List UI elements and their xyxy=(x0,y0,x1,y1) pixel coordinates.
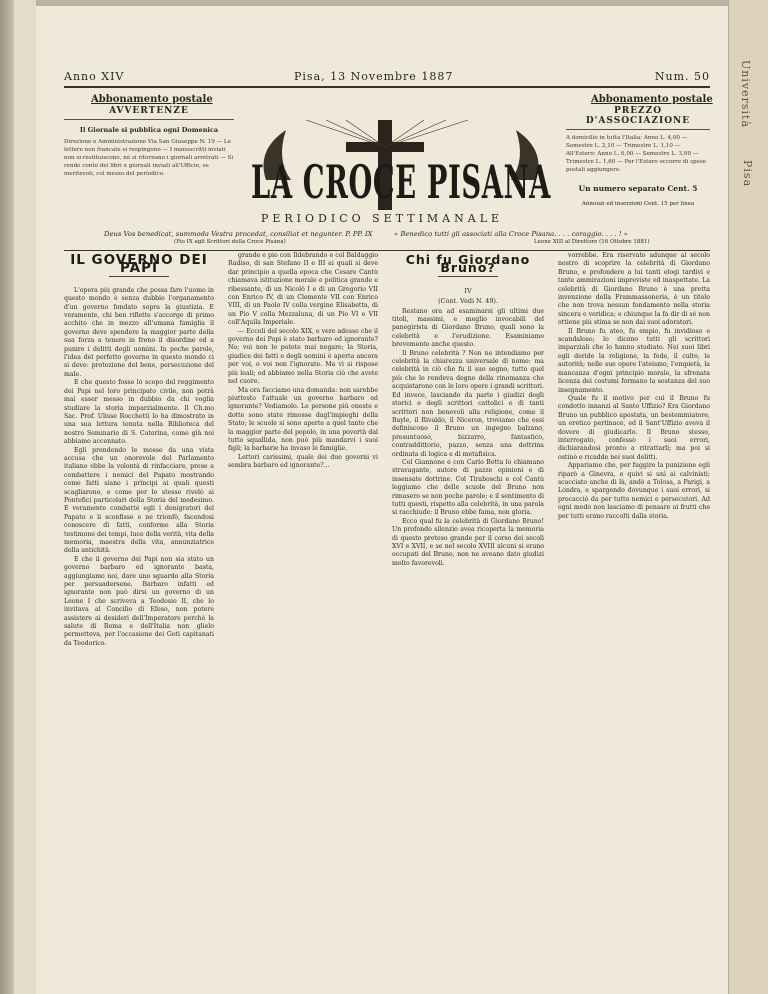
issue-date: Pisa, 13 Novembre 1887 xyxy=(294,70,454,83)
avvertenze-lead: Il Giornale si pubblica ogni Domenica xyxy=(79,126,219,134)
article-paragraph: grande e pio con Ildebrando e col Baldaggio Radiso, di san Stefano II e III ai quali si deve dar principio a quella epoca che Cesare Cantù chiamava istituzione morale e politica grande e ribessante, di un Nicolò I e di un Gregorio VII con Enrico IV, di un Clemente VII con Enrico VIII, di un Paolo IV colla vergine Elisabetta, di un Pio V colla Mezzaluna, di un Pio VI e VII coll'Aquila Imperiale. xyxy=(228,252,378,327)
article-paragraph: E che questo fosse lo scopo del reggimento dei Papi nel loro principato civile, non potrà mai esser messo in dubbio da chi voglia studiare la storia imparzialmente. Il Ch.mo Sac. Prof. Ulisse Rocchetti lo ha dimostrato in una sua lettura tenuta nella Biblioteca del nostro Seminario di S. Caterina, come già noi abbiamo accennato. xyxy=(64,379,214,446)
article-paragraph: Restano ora ad esaminarsi gli ultimi due titoli, massimi, e meglio invocabili del panegirista di Giordano Bruno, quali sono la celebrità e l'erudizione. Esaminiamo brevemente anche questo. xyxy=(392,307,544,349)
abbonamento-left: Abbonamento postale xyxy=(91,94,213,105)
article-paragraph: Lettori carissimi, quale dei due governi vi sembra barbaro ed ignorante?... xyxy=(228,453,378,470)
column-1 xyxy=(64,252,214,648)
ads-price: Annunzi ed inserzioni Cent. 15 per linea xyxy=(581,201,695,207)
mottos-bar xyxy=(64,228,710,251)
article-paragraph: Il Bruno celebrità ? Non ne intendiamo per celebrità la chiarezza universale di nome: ma celebrità in ciò che fu il suo segno, tutto quel più che lo rendeva degno della rinomanza che acquistarono con le loro opere i grandi scrittori. Ed invece, lasciando da parte i giudizi degli storici e degli scrittori cattolici e di tanti scrittori non benevoli alla religione, come il Bayle, il Rivaldo, il Niceron, troviamo che essi definiscono il Bruno un ingegno balzano, presuntuoso, bizzarro, fantastico, contraddittorio, pazzo, senza una dottrina ordinata di logica e di metafisica. xyxy=(392,349,544,458)
single-number-price: Un numero separato Cent. 5 xyxy=(578,184,698,193)
article-bruno-title: Chi fu Giordano Bruno? xyxy=(405,252,531,276)
article-paragraph: vorrebbe. Era riservato adunque al secolo nostro di scoprire la celebrità di Giordano Bruno, e profondere a lui tanti elogi tardivi e tante ammirazioni impreviste ed inaspettate. La celebrità di Giordano Bruno è una pretta invenzione della Frammassoneria, è un titolo che non trova nessun fondamento nella storia sincera e veridica; e chiunque la fa dir di sé non ottiene più stima se non dai suoi adoratori. xyxy=(558,252,710,327)
avvertenze-body: Direzione e Amministrazione Via San Giuseppe N. 19 — Le lettere non francate si respingono — I manoscritti inviati non si restituiscono, né si ritornano i giornali arretrati — Si rende conto dei libri e giornali inviati all'Ufficio, se meritevoli, col mezzo del periodico. xyxy=(64,139,234,177)
headline-rule xyxy=(438,276,499,277)
motto-right: « Benedico tutti gli associati alla Croce Pisana. . . . coraggio. . . . ! » xyxy=(394,230,628,238)
periodical-subtitle: PERIODICO SETTIMANALE xyxy=(260,212,504,225)
abbonamento-right: Abbonamento postale xyxy=(591,94,713,105)
article-paragraph: Ecco qual fu la celebrità di Giordano Bruno! Un profondo silenzio avea ricoperta la memoria di questo preteso grande per il corso dei secoli XVI e XVII, e se nel secolo XVIII alcuni si erano occupati del Bruno, non ne aveano dato giudizi molto favorevoli. xyxy=(392,517,544,567)
avvertenze-title: AVVERTENZE xyxy=(64,106,234,120)
motto-right-ref: Leone XIII al Direttore (16 Ottobre 1881) xyxy=(534,239,650,245)
masthead-logo xyxy=(246,120,556,210)
column-4 xyxy=(558,252,710,521)
article-paragraph: Quale fu il motivo per cui il Bruno fu condotto innanzi al Santo Uffizio? Era Giordano Bruno un pubblico apostata, un bestemmiatore, un eretico pertinace, ed il Sant'Uffizio aveva il dovere di giudicarlo. Il Bruno stesso, interrogato, confessò i suoi errori, dichiarandosi pronto a ritrattarli; ma poi si ostinò e ricadde nei suoi delitti. xyxy=(558,394,710,461)
prezzo-body: A domicilio in tutta l'Italia: Anno L. 4,00 — Semestre L. 2,10 — Trimestre L. 1,10 — All'Estero: Anno L. 6,00 — Semestre L. 3,00 — Trimestre L. 1,60 — Per l'Estero occorre di spese postali aggiungere. xyxy=(566,135,707,173)
article-governo-title: IL GOVERNO DEI PAPI xyxy=(70,252,208,277)
edge-label-pisa: Pisa xyxy=(741,160,754,188)
year-label: Anno XIV xyxy=(64,70,125,83)
issue-number: Num. 50 xyxy=(654,70,710,83)
edge-label-universita: Università xyxy=(739,60,752,128)
avvertenze-box xyxy=(64,106,234,194)
column-3 xyxy=(392,252,544,568)
binding-spine xyxy=(0,0,14,994)
article-continuation-ref: (Cont. Vedi N. 49). xyxy=(438,297,498,306)
article-paragraph: L'opera più grande che possa fare l'uomo in questo mondo è senza dubbio l'organamento d'un governo fondato sopra la giustizia. E veramente, chi ben riflette s'accorge di primo acchito che in mezzo all'umana famiglia il governo deve spendere la maggior parte della sua forza a tenere in freno il disordine ed a punire i delitti degli uomini. In poche parole, l'idea del perfetto governo in questo mondo ci si deve: protezione del bene, persecuzione del male. xyxy=(64,286,214,378)
motto-left: Deus Vos benedicat, summoda Vestra procedat, consiliat et negunter. P. PP. IX xyxy=(104,230,373,238)
article-paragraph: Ma ora facciamo una domanda: non sarebbe piuttosto l'attuale un governo barbaro ed ignorante? Vediamolo. Le persone più oneste e dotte sono state rimosse dagl'impieghi della Stato; le scuole si sono aperte a quel tanto che la maggior parte del popolo, in una povertà dal tutto squallida, non può più mandarvi i suoi figli; la barbarie ha invaso le famiglie. xyxy=(228,386,378,453)
article-paragraph: Il Bruno fu ateo, fu empio, fu invidioso e scandaloso; lo dicono tutti gli scrittori imparziali che lo hanno studiato. Nei suoi libri egli deride la religione, la fede, il culto, le autorità; nelle sue opere l'ateismo, l'empietà, la mancanza d'ogni principio morale, la sfrenata licenza dei costumi formano la sostanza del suo insegnamento. xyxy=(558,327,710,394)
masthead-topline xyxy=(64,68,710,88)
article-paragraph: — Eccoli del secolo XIX, e vere adesso che il governo dei Papi è stato barbaro ed ignorante? No; voi non lo potete mai negare; la Storia, giudice dei fatti e degli uomini è aperta ancora per voi, o voi non l'ignorate. Ma vi si rispose più leali; ed abbiamo nella Storia ciò che avete nel cuore. xyxy=(228,327,378,386)
next-page-edge xyxy=(728,0,768,994)
prezzo-box xyxy=(566,106,710,224)
logo-title: LA CROCE PISANA xyxy=(251,155,552,209)
article-paragraph: Appariamo che, per fuggire la punizione egli riparò a Ginevra, e quivi si unì ai calvinisti; scacciato anche di là, andò a Tolosa, a Parigi, a Londra, e spargendo dovunque i suoi errori, si procacciò da per tutto nemici e persecutori. Ad ogni modo non lasciamo di pensare ai frutti che per tutti erano raccolti dalla storia. xyxy=(558,462,710,520)
prezzo-title: PREZZO D'ASSOCIAZIONE xyxy=(566,106,710,130)
newspaper-page xyxy=(36,6,728,994)
article-section-number: IV xyxy=(464,286,472,295)
article-paragraph: Col Giannone e con Carlo Botta lo chiamano stravagante, autore di pazze opinioni e di insensate dottrine. Col Tiraboschi e col Cantù leggiamo che delle scuole del Bruno non rimasero se non poche parole; e il sentimento di tutti questi, rispetto alla celebrità, in una parola si racchiude: il Bruno ebbe fama, non gloria. xyxy=(392,458,544,517)
article-paragraph: Egli prendendo le mosse da una vista accusa che un onorevole del Parlamento italiano ebbe la volontà di rinfacciare, prese a combattere i nemici del Papato mostrando come fatti siano i principi ai quali questi scagliarono, e come per lo stesso rivelò ai Pontefici particolari della Storia del medesimo. E veramente combatté egli i denigratori del Papato e li sconfisse e ne trionfò, facendosi conoscere di fatti, conforme alla Storia testimone dei tempi, luce della verità, vita della memoria, maestra della vita, annunziatrice della antichità. xyxy=(64,446,214,555)
previous-page-edge xyxy=(14,0,37,994)
motto-left-ref: (Pio IX agli Scrittori della Croce Pisana) xyxy=(174,239,286,245)
article-paragraph: E che il governo dei Papi non sia stato un governo barbaro ed ignorante basta, aggiungiamo noi, dare uno sguardo alla Storia per persuadersene. Barbaro infatti ed ignorante non può dirsi un governo di un Leone I che scriveva a Teodosio II, che lo invitava al Concilio di Efeso, non potere assistere ai desideri dell'Imperatore perché la salute di Roma e dell'Italia non glielo permetteva, per l'occasione dei Goti capitanati da Teodorico. xyxy=(64,555,214,647)
column-2 xyxy=(228,252,378,471)
